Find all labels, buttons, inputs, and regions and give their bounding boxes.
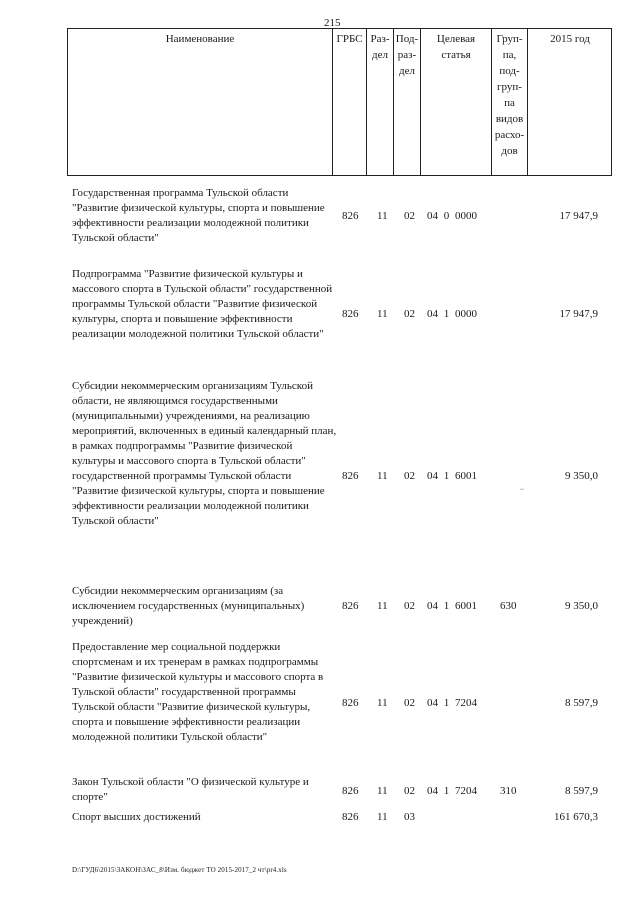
row-amount: 161 670,3 bbox=[554, 811, 598, 823]
row-grbs: 826 bbox=[342, 470, 359, 482]
row-amount: 8 597,9 bbox=[565, 785, 598, 797]
row-razdel: 11 bbox=[377, 600, 388, 612]
row-name: Спорт высших достижений bbox=[72, 811, 201, 823]
header-name: Наименование bbox=[68, 29, 333, 175]
header-year: 2015 год bbox=[550, 33, 590, 45]
row-podrazdel: 02 bbox=[404, 785, 415, 797]
row-podrazdel: 02 bbox=[404, 210, 415, 222]
row-group: 310 bbox=[500, 785, 517, 797]
row-razdel: 11 bbox=[377, 210, 388, 222]
scan-speck: ~ bbox=[520, 486, 524, 494]
row-podrazdel: 02 bbox=[404, 470, 415, 482]
row-amount: 8 597,9 bbox=[565, 697, 598, 709]
row-name: Субсидии некоммерческим организациям Тульской области, не являющимся государственными (муниципальными) учреждениями, на реализацию мероприятий, включенных в единый календарный план, в рамках подпрограммы "Развитие физической культуры и массового спорта в Тульской области" государственной программы Тульской области "Развитие физической культуры, спорта и повышение эффективности реализации молодежной политики Тульской области" bbox=[72, 380, 337, 527]
row-code: 04 1 6001 bbox=[427, 600, 477, 612]
row-podrazdel: 02 bbox=[404, 308, 415, 320]
row-name: Предоставление мер социальной поддержки спортсменам и их тренерам в рамках подпрограммы "Развитие физической культуры и массового спорта в Тульской области" государственной программы Тульской области "Развитие физической культуры, спорта и повышение эффективности реализации молодежной политики Тульской области" bbox=[72, 641, 324, 743]
row-razdel: 11 bbox=[377, 811, 388, 823]
row-code: 04 1 0000 bbox=[427, 308, 477, 320]
table-header bbox=[67, 28, 612, 176]
row-name: Закон Тульской области "О физической культуре и спорте" bbox=[72, 776, 309, 803]
file-path-footer: D:\ГУД6\2015\ЗАКОН\ЗАС_8\Изм. бюджет ТО 2015-2017_2 чт\pr4.xls bbox=[72, 866, 287, 874]
row-razdel: 11 bbox=[377, 308, 388, 320]
row-group: 630 bbox=[500, 600, 517, 612]
header-grbs: ГРБС bbox=[333, 29, 367, 175]
row-name: Государственная программа Тульской области "Развитие физической культуры, спорта и повышение эффективности реализации молодежной политики Тульской области" bbox=[72, 187, 325, 244]
row-podrazdel: 03 bbox=[404, 811, 415, 823]
row-grbs: 826 bbox=[342, 811, 359, 823]
row-grbs: 826 bbox=[342, 697, 359, 709]
row-razdel: 11 bbox=[377, 697, 388, 709]
row-grbs: 826 bbox=[342, 785, 359, 797]
row-podrazdel: 02 bbox=[404, 697, 415, 709]
header-podrazdel: Под- раз- дел bbox=[394, 29, 421, 175]
header-razdel: Раз- дел bbox=[367, 29, 394, 175]
row-code: 04 1 6001 bbox=[427, 470, 477, 482]
header-target: Целевая статья bbox=[421, 29, 492, 175]
row-podrazdel: 02 bbox=[404, 600, 415, 612]
row-amount: 17 947,9 bbox=[559, 308, 598, 320]
row-grbs: 826 bbox=[342, 600, 359, 612]
row-amount: 9 350,0 bbox=[565, 600, 598, 612]
row-grbs: 826 bbox=[342, 308, 359, 320]
row-code: 04 0 0000 bbox=[427, 210, 477, 222]
row-grbs: 826 bbox=[342, 210, 359, 222]
header-group: Груп- па, под- груп- па видов расхо- дов bbox=[492, 29, 528, 175]
row-name: Субсидии некоммерческим организациям (за исключением государственных (муниципальных) учреждений) bbox=[72, 585, 305, 627]
row-razdel: 11 bbox=[377, 785, 388, 797]
row-razdel: 11 bbox=[377, 470, 388, 482]
row-amount: 9 350,0 bbox=[565, 470, 598, 482]
row-name: Подпрограмма "Развитие физической культуры и массового спорта в Тульской области" государственной программы Тульской области "Развитие физической культуры, спорта и повышение эффективности реализации молодежной политики Тульской области" bbox=[72, 268, 333, 340]
row-code: 04 1 7204 bbox=[427, 785, 477, 797]
page-number: 215 bbox=[324, 17, 341, 29]
row-code: 04 1 7204 bbox=[427, 697, 477, 709]
row-amount: 17 947,9 bbox=[559, 210, 598, 222]
